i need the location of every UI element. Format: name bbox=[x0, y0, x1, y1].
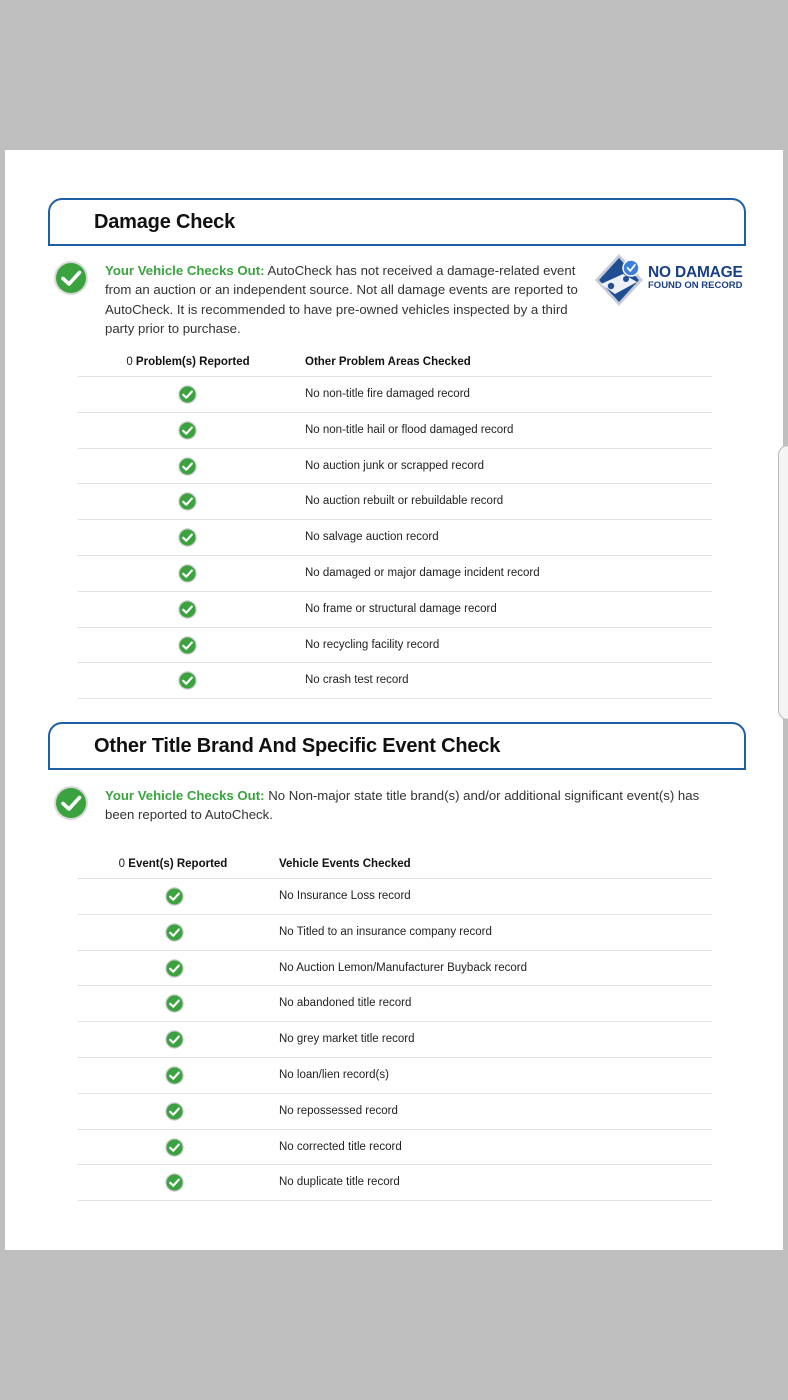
green-check-icon bbox=[178, 421, 197, 440]
table-row bbox=[78, 413, 712, 449]
row-label: No duplicate title record bbox=[279, 1176, 400, 1189]
green-check-icon bbox=[178, 564, 197, 583]
table-row bbox=[78, 628, 712, 664]
edge-panel-handle[interactable] bbox=[778, 445, 788, 720]
row-label: No Auction Lemon/Manufacturer Buyback record bbox=[279, 961, 528, 974]
title-brand-table bbox=[78, 852, 712, 1201]
green-check-icon bbox=[165, 994, 184, 1013]
row-label: No frame or structural damage record bbox=[305, 602, 497, 615]
title-brand-summary-lead: Your Vehicle Checks Out: bbox=[105, 788, 265, 803]
events-reported-header bbox=[98, 858, 248, 870]
row-label: No auction rebuilt or rebuildable record bbox=[305, 495, 504, 508]
damage-summary-text: AutoCheck has not received a damage-related event from an auction or an independent source. Not all damage events are reported to AutoCheck. It is recommended to have pre-owned vehicles inspected by a third party prior to purchase. bbox=[105, 263, 578, 336]
table-row bbox=[78, 377, 712, 413]
damage-rows bbox=[78, 377, 712, 699]
table-row bbox=[78, 986, 712, 1022]
green-check-icon bbox=[178, 671, 197, 690]
table-row bbox=[78, 449, 712, 485]
green-check-icon bbox=[165, 1173, 184, 1192]
green-check-icon bbox=[165, 959, 184, 978]
title-brand-table-header bbox=[78, 852, 712, 879]
badge-subtitle: FOUND ON RECORD bbox=[648, 280, 743, 291]
title-brand-header bbox=[48, 722, 746, 770]
table-row bbox=[78, 1022, 712, 1058]
table-row bbox=[78, 520, 712, 556]
badge-title: NO DAMAGE bbox=[648, 264, 743, 281]
table-row bbox=[78, 951, 712, 987]
row-label: No abandoned title record bbox=[279, 997, 412, 1010]
green-check-icon bbox=[178, 385, 197, 404]
vehicle-events-header: Vehicle Events Checked bbox=[279, 858, 411, 870]
damage-check-title: Damage Check bbox=[94, 211, 235, 233]
green-check-icon bbox=[165, 923, 184, 942]
table-row bbox=[78, 556, 712, 592]
row-label: No damaged or major damage incident record bbox=[305, 566, 540, 579]
green-check-icon bbox=[165, 1030, 184, 1049]
table-row bbox=[78, 663, 712, 699]
table-row bbox=[78, 879, 712, 915]
title-brand-rows bbox=[78, 879, 712, 1201]
row-label: No grey market title record bbox=[279, 1033, 415, 1046]
green-check-icon bbox=[178, 492, 197, 511]
title-brand-title: Other Title Brand And Specific Event Check bbox=[94, 735, 501, 757]
row-label: No repossessed record bbox=[279, 1104, 398, 1117]
problems-reported-header bbox=[108, 356, 268, 368]
events-count-label: Event(s) Reported bbox=[128, 858, 228, 870]
row-label: No salvage auction record bbox=[305, 531, 439, 544]
title-brand-summary-text: No Non-major state title brand(s) and/or additional significant event(s) has been reported to AutoCheck. bbox=[105, 788, 700, 823]
green-check-icon bbox=[165, 1066, 184, 1085]
green-check-icon bbox=[178, 457, 197, 476]
problems-count: 0 bbox=[126, 356, 133, 368]
damage-check-header bbox=[48, 198, 746, 246]
row-label: No non-title hail or flood damaged record bbox=[305, 423, 514, 436]
row-label: No recycling facility record bbox=[305, 638, 440, 651]
row-label: No corrected title record bbox=[279, 1140, 402, 1153]
green-check-icon bbox=[178, 600, 197, 619]
table-row bbox=[78, 484, 712, 520]
table-row bbox=[78, 1058, 712, 1094]
green-check-icon bbox=[165, 887, 184, 906]
table-row bbox=[78, 1165, 712, 1201]
damage-check-table bbox=[78, 350, 712, 699]
green-check-icon bbox=[165, 1138, 184, 1157]
events-count: 0 bbox=[118, 858, 126, 870]
green-check-icon bbox=[165, 1102, 184, 1121]
green-check-icon bbox=[178, 528, 197, 547]
row-label: No crash test record bbox=[305, 674, 409, 687]
damage-summary bbox=[105, 261, 590, 338]
title-brand-summary bbox=[105, 786, 725, 825]
problems-count-label: Problem(s) Reported bbox=[135, 356, 250, 368]
row-label: No Insurance Loss record bbox=[279, 890, 411, 902]
report-page bbox=[5, 150, 783, 1250]
row-label: No non-title fire damaged record bbox=[305, 388, 470, 400]
table-row bbox=[78, 1094, 712, 1130]
green-check-icon bbox=[178, 636, 197, 655]
no-damage-badge bbox=[593, 252, 753, 310]
table-row bbox=[78, 1130, 712, 1166]
damage-check-passed-icon bbox=[53, 260, 89, 296]
damage-summary-lead: Your Vehicle Checks Out: bbox=[105, 263, 265, 278]
table-row bbox=[78, 592, 712, 628]
damage-table-header bbox=[78, 350, 712, 377]
car-damage-shield-icon bbox=[593, 252, 645, 310]
table-row bbox=[78, 915, 712, 951]
title-brand-passed-icon bbox=[53, 785, 89, 821]
problem-areas-header: Other Problem Areas Checked bbox=[305, 356, 471, 368]
row-label: No Titled to an insurance company record bbox=[279, 925, 492, 938]
row-label: No loan/lien record(s) bbox=[279, 1068, 389, 1081]
row-label: No auction junk or scrapped record bbox=[305, 459, 484, 472]
